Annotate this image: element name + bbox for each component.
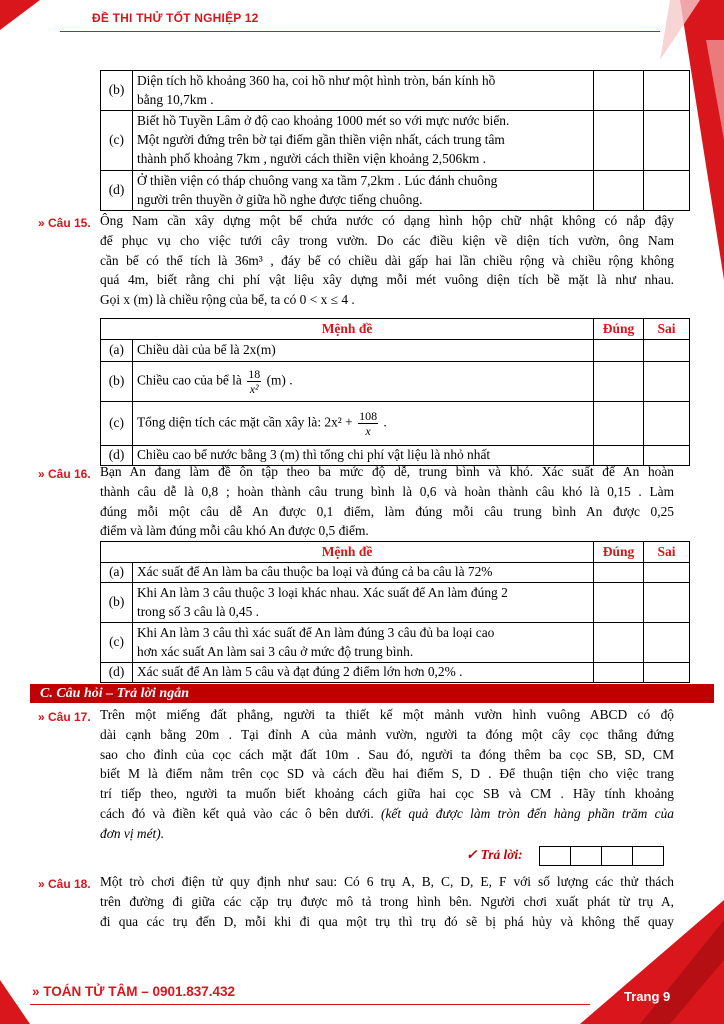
answer-box[interactable] [601, 846, 633, 866]
question-line-text: cách đó và điền kết quả vào các ô bên dưới. [100, 805, 374, 821]
section-c-title: C. Câu hỏi – Trả lời ngắn [30, 684, 714, 703]
question-18-text [100, 872, 674, 931]
question-line: cần bể có thể tích là 36m³ , đáy bể có chiều dài gấp hai lần chiều rộng và chiều rộng không [100, 252, 674, 268]
statement-text: Tổng diện tích các mặt cần xây là: 2x² + [137, 414, 353, 430]
statement-line: hơn xác suất An làm sai 3 câu ở mức độ trung bình. [137, 643, 414, 659]
statement-column-header: Mệnh đề [101, 542, 594, 563]
row-statement [133, 111, 594, 171]
row-statement: Xác suất để An làm 5 câu và đạt đúng 2 điểm lớn hơn 0,2% . [133, 663, 594, 683]
false-checkbox-cell[interactable] [644, 623, 690, 663]
true-column-header: Đúng [594, 542, 644, 563]
statement-line: Diện tích hồ khoảng 360 ha, coi hồ như một hình tròn, bán kính hồ [137, 72, 496, 88]
question-line: Một trò chơi điện tử quy định như sau: Có 6 trụ A, B, C, D, E, F với số lượng các thử thách [100, 874, 674, 889]
fraction-denominator: x [365, 424, 371, 438]
table-row [101, 340, 690, 362]
question-line: trên đường đi giữa các cặp trụ được mô tả trong hình bên. Người chơi xuất phát từ trụ A, [100, 893, 674, 909]
statement-line: người trên thuyền ở giữa hồ nghe được tiếng chuông. [137, 191, 423, 207]
question-line: đi qua các trụ đến D, mỗi khi đi qua một trụ thì trụ đó sẽ bị phá hủy và không thể quay [100, 913, 674, 929]
question-15-table [100, 318, 690, 466]
corner-decoration-top-left [0, 0, 60, 40]
false-checkbox-cell[interactable] [644, 583, 690, 623]
statement-text: (m) . [266, 372, 293, 388]
false-checkbox-cell[interactable] [644, 362, 690, 402]
statement-column-header: Mệnh đề [101, 319, 594, 340]
question-16-table [100, 541, 690, 683]
false-checkbox-cell[interactable] [644, 71, 690, 111]
page-number: Trang 9 [624, 989, 671, 1004]
fraction [358, 409, 378, 438]
false-checkbox-cell[interactable] [644, 340, 690, 362]
row-statement [133, 402, 594, 446]
table-row [101, 171, 690, 211]
question-line: thành câu dễ là 0,8 ; hoàn thành câu trung bình là 0,6 và hoàn thành câu khó là 0,15 . Làm [100, 483, 674, 499]
true-checkbox-cell[interactable] [594, 171, 644, 211]
table-row [101, 111, 690, 171]
footer-divider [30, 1004, 590, 1005]
row-label: (c) [101, 623, 133, 663]
statement-line: thành phố khoảng 7km , người cách thiền viện khoảng 2,506km . [137, 150, 487, 166]
table-row [101, 362, 690, 402]
true-column-header: Đúng [594, 319, 644, 340]
answer-box[interactable] [539, 846, 571, 866]
fraction-numerator: 108 [359, 409, 378, 423]
true-checkbox-cell[interactable] [594, 402, 644, 446]
answer-boxes [540, 846, 664, 866]
question-line [100, 824, 674, 844]
page-header-title: ĐỀ THI THỬ TỐT NGHIỆP 12 [92, 11, 259, 25]
false-column-header: Sai [644, 542, 690, 563]
table-row [101, 623, 690, 663]
row-label: (b) [101, 362, 133, 402]
row-label: (b) [101, 71, 133, 111]
false-column-header: Sai [644, 319, 690, 340]
question-15-text [100, 211, 674, 310]
false-checkbox-cell[interactable] [644, 563, 690, 583]
true-checkbox-cell[interactable] [594, 111, 644, 171]
statement-line: Ở thiền viện có tháp chuông vang xa tầm 7,2km . Lúc đánh chuông [137, 172, 498, 188]
question-line: quá 4m, biết rằng chi phí vật liệu xây dựng mỗi mét vuông diện tích bề mặt là như nhau. [100, 272, 674, 288]
question-line: đúng mỗi một câu dễ An được 0,1 điểm, làm đúng mỗi câu trung bình An được 0,25 [100, 503, 674, 519]
row-label: (d) [101, 446, 133, 466]
question-16-number: » Câu 16. [38, 467, 91, 481]
header-divider [60, 31, 660, 32]
false-checkbox-cell[interactable] [644, 111, 690, 171]
question-14-table-tail [100, 70, 690, 211]
question-line: trí tiếp theo, người ta muốn biết khoảng cách giữa hai cọc SB và CM . Hãy tính khoảng [100, 786, 674, 802]
rounding-note: (kết quả được làm tròn đến hàng phần trăm của [381, 805, 674, 821]
row-statement [133, 623, 594, 663]
false-checkbox-cell[interactable] [644, 402, 690, 446]
true-checkbox-cell[interactable] [594, 71, 644, 111]
true-checkbox-cell[interactable] [594, 340, 644, 362]
fraction-denominator: x² [249, 382, 259, 396]
false-checkbox-cell[interactable] [644, 663, 690, 683]
fraction-numerator: 18 [248, 367, 261, 381]
row-statement: Xác suất để An làm ba câu thuộc ba loại và đúng cả ba câu là 72% [133, 563, 594, 583]
statement-line: Khi An làm 3 câu thì xác suất để An làm đúng 3 câu đủ ba loại cao [137, 624, 495, 640]
question-line [100, 804, 674, 824]
statement-line: Một người đứng trên bờ tại điểm gần thiền viện nhất, cách trung tâm [137, 132, 505, 148]
fraction [247, 367, 261, 396]
question-16-text [100, 462, 674, 541]
table-row [101, 402, 690, 446]
answer-label: ✓ Trả lời: [466, 847, 523, 862]
table-row [101, 71, 690, 111]
statement-text: . [383, 414, 387, 430]
statement-line: bằng 10,7km . [137, 91, 214, 107]
question-15-number: » Câu 15. [38, 216, 91, 230]
question-line: để phục vụ cho việc tưới cây trong vườn. Do các điều kiện về diện tích vườn, ông Nam [100, 232, 674, 248]
table-header-row [101, 542, 690, 563]
statement-line: Biết hồ Tuyền Lâm ở độ cao khoảng 1000 mét so với mực nước biển. [137, 113, 510, 129]
statement-line: trong số 3 câu là 0,45 . [137, 603, 259, 619]
row-label: (d) [101, 171, 133, 211]
row-statement [133, 583, 594, 623]
row-statement: Chiều dài của bể là 2x(m) [133, 340, 594, 362]
footer-brand: » TOÁN TỬ TÂM – 0901.837.432 [32, 984, 236, 999]
table-row [101, 583, 690, 623]
question-line: sao cho đỉnh của cọc cách mặt đất 10m . Sau đó, người ta đóng thêm ba cọc SB, SD, CM [100, 746, 674, 762]
true-checkbox-cell[interactable] [594, 583, 644, 623]
question-line: dài cạnh bằng 20m . Tại đỉnh A của mảnh vườn, người ta đóng một cây cọc thẳng đứng [100, 726, 674, 742]
row-label: (a) [101, 340, 133, 362]
statement-line: Khi An làm 3 câu thuộc 3 loại khác nhau. Xác suất để An làm đúng 2 [137, 584, 508, 600]
row-label: (d) [101, 663, 133, 683]
question-17-text [100, 705, 674, 844]
false-checkbox-cell[interactable] [644, 171, 690, 211]
table-row [101, 563, 690, 583]
question-line: Gọi x (m) là chiều rộng của bể, ta có 0 < x ≤ 4 . [100, 292, 355, 308]
row-label: (c) [101, 402, 133, 446]
answer-box[interactable] [570, 846, 602, 866]
rounding-note: đơn vị mét). [100, 825, 165, 841]
row-label: (a) [101, 563, 133, 583]
question-line: biết M là điểm nằm trên cọc SD và cách đều hai điểm S, D . Để thuận tiện cho việc trang [100, 766, 674, 782]
table-header-row [101, 319, 690, 340]
question-line: Ông Nam cần xây dựng một bể chứa nước có dạng hình hộp chữ nhật không có nắp đậy [100, 213, 674, 228]
row-statement: Chiều cao bể nước bằng 3 (m) thì tổng chi phí vật liệu là nhỏ nhất [133, 446, 594, 466]
row-label: (c) [101, 111, 133, 171]
question-18-number: » Câu 18. [38, 877, 91, 891]
answer-box[interactable] [632, 846, 664, 866]
table-row [101, 663, 690, 683]
row-statement [133, 362, 594, 402]
row-statement [133, 71, 594, 111]
true-checkbox-cell[interactable] [594, 362, 644, 402]
question-17-number: » Câu 17. [38, 710, 91, 724]
question-line: Bạn An đang làm đề ôn tập theo ba mức độ dễ, trung bình và khó. Xác suất để An hoàn [100, 464, 674, 479]
statement-text: Chiều cao của bể là [137, 372, 242, 388]
true-checkbox-cell[interactable] [594, 623, 644, 663]
true-checkbox-cell[interactable] [594, 563, 644, 583]
true-checkbox-cell[interactable] [594, 663, 644, 683]
question-line: điểm và làm đúng mỗi câu khó An được 0,5 điểm. [100, 523, 369, 539]
row-label: (b) [101, 583, 133, 623]
row-statement [133, 171, 594, 211]
question-line: Trên một miếng đất phẳng, người ta thiết kế một mảnh vườn hình vuông ABCD có độ [100, 707, 674, 722]
